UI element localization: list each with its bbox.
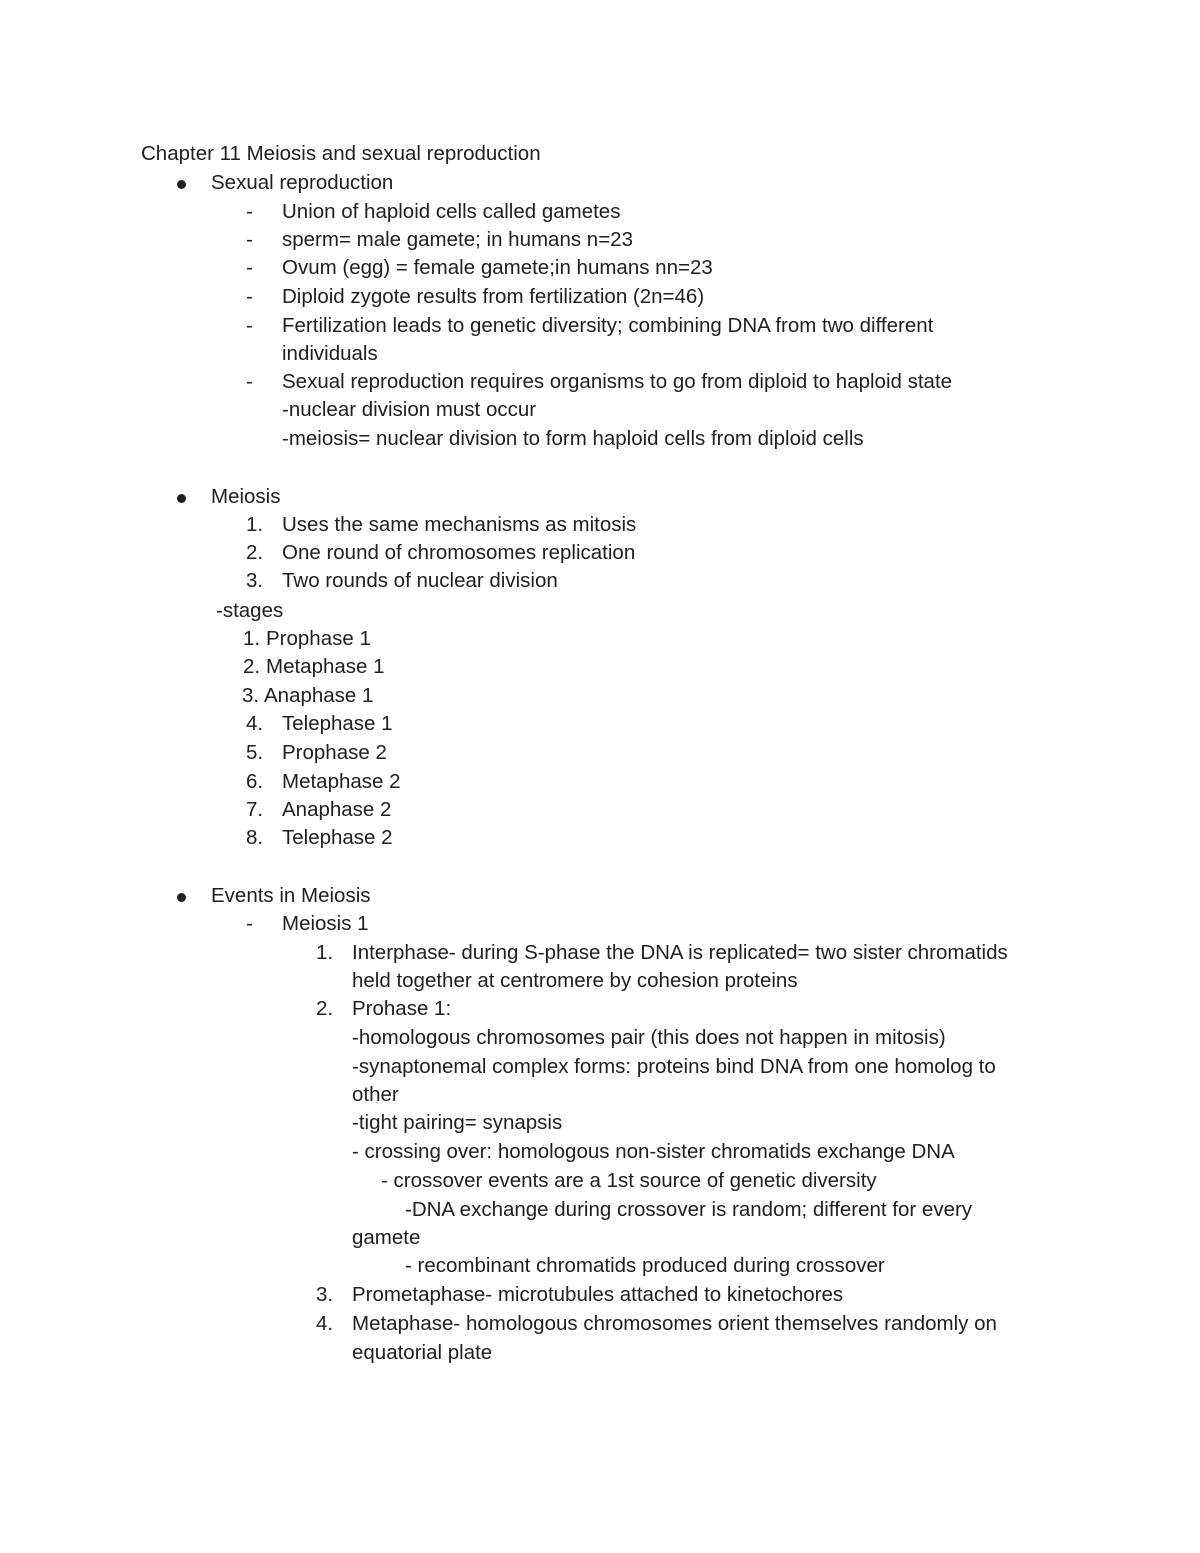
list-number: 3. [246,569,264,592]
list-item: Prometaphase- microtubules attached to kinetochores [352,1283,844,1306]
list-item-note: -DNA exchange during crossover is random; different for every [405,1198,973,1221]
list-item-continuation: held together at centromere by cohesion proteins [352,969,798,992]
stage-number: 7. [246,798,264,821]
dash-marker: - [246,256,253,279]
stage-number: 6. [246,770,264,793]
section-heading-meiosis: Meiosis [211,485,281,508]
section-heading-sexual-reproduction: Sexual reproduction [211,171,394,194]
list-item-continuation: individuals [282,342,378,365]
list-item-note: -synaptonemal complex forms: proteins bind DNA from one homolog to [352,1055,996,1078]
stage-number: 1. [243,627,261,650]
list-item: Two rounds of nuclear division [282,569,558,592]
stage-number: 2. [243,655,261,678]
list-item: Fertilization leads to genetic diversity; combining DNA from two different [282,314,934,337]
bullet-icon [177,893,186,902]
dash-marker: - [246,200,253,223]
dash-marker: - [246,285,253,308]
section-heading-events: Events in Meiosis [211,884,371,907]
stage-item: Anaphase 2 [282,798,392,821]
list-item-note: - crossover events are a 1st source of genetic diversity [381,1169,877,1192]
list-item: Sexual reproduction requires organisms to go from diploid to haploid state [282,370,953,393]
list-item: Union of haploid cells called gametes [282,200,621,223]
stage-item: Prophase 1 [266,627,371,650]
list-item: Prohase 1: [352,997,452,1020]
list-item: One round of chromosomes replication [282,541,636,564]
list-item: Ovum (egg) = female gamete;in humans nn=23 [282,256,713,279]
list-number: 3. [316,1283,334,1306]
stage-item: Telephase 2 [282,826,393,849]
list-item-note: - recombinant chromatids produced during crossover [405,1254,885,1277]
list-item-continuation: other [352,1083,399,1106]
dash-marker: - [246,912,253,935]
list-number: 2. [316,997,334,1020]
page-title: Chapter 11 Meiosis and sexual reproduction [141,142,541,165]
list-item-note: -tight pairing= synapsis [352,1111,563,1134]
list-number: 1. [246,513,264,536]
list-item-continuation: gamete [352,1226,421,1249]
bullet-icon [177,180,186,189]
bullet-icon [177,494,186,503]
list-item-note: -nuclear division must occur [282,398,537,421]
list-number: 4. [316,1312,334,1335]
stage-item: Telephase 1 [282,712,393,735]
stage-number: 4. [246,712,264,735]
stage-item: Prophase 2 [282,741,387,764]
list-item-note: -meiosis= nuclear division to form haploid cells from diploid cells [282,427,864,450]
dash-marker: - [246,228,253,251]
dash-marker: - [246,314,253,337]
stages-label: -stages [216,599,284,622]
list-number: 2. [246,541,264,564]
list-item: Metaphase- homologous chromosomes orient themselves randomly on [352,1312,997,1335]
list-item: Diploid zygote results from fertilization (2n=46) [282,285,705,308]
list-item-note: -homologous chromosomes pair (this does not happen in mitosis) [352,1026,946,1049]
sub-heading-meiosis-1: Meiosis 1 [282,912,369,935]
list-item-note: - crossing over: homologous non-sister chromatids exchange DNA [352,1140,955,1163]
list-item: Interphase- during S-phase the DNA is replicated= two sister chromatids [352,941,1008,964]
stage-number: 5. [246,741,264,764]
list-item: sperm= male gamete; in humans n=23 [282,228,633,251]
dash-marker: - [246,370,253,393]
stage-number: 3. [242,684,260,707]
stage-item: Anaphase 1 [264,684,374,707]
list-item: Uses the same mechanisms as mitosis [282,513,637,536]
stage-item: Metaphase 2 [282,770,401,793]
stage-number: 8. [246,826,264,849]
stage-item: Metaphase 1 [266,655,385,678]
list-item-continuation: equatorial plate [352,1341,493,1364]
list-number: 1. [316,941,334,964]
